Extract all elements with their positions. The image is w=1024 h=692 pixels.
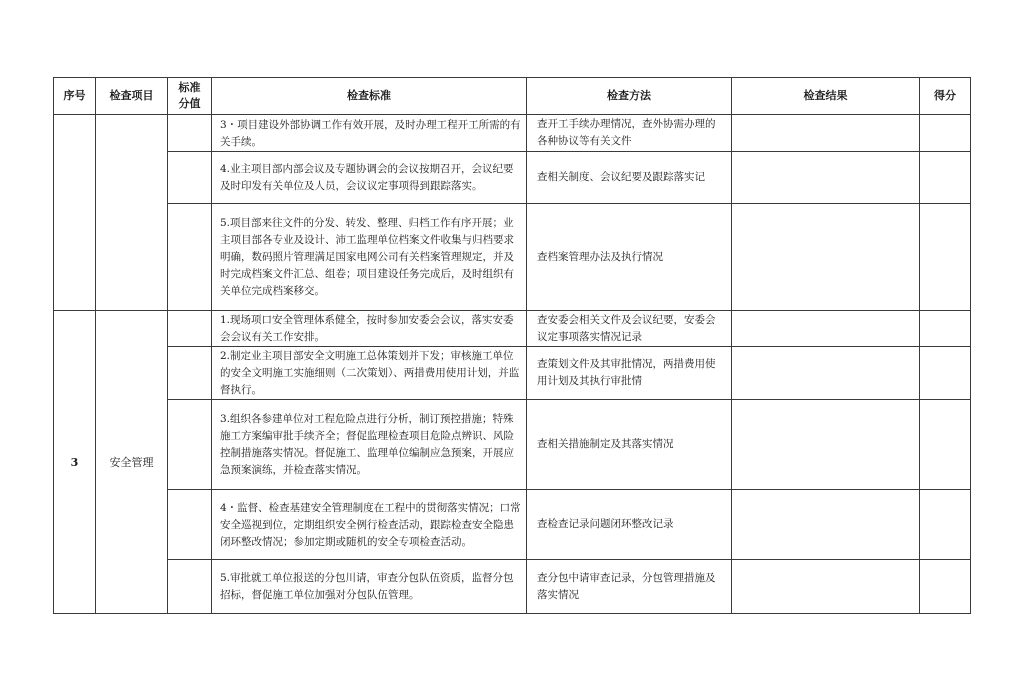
table-row <box>54 152 971 204</box>
score-cell[interactable] <box>920 560 971 614</box>
header-score-std: 标准 分值 <box>168 78 212 115</box>
result-cell[interactable] <box>732 490 920 560</box>
header-row <box>54 78 971 115</box>
score-cell[interactable] <box>920 400 971 490</box>
score-std-cell <box>168 560 212 614</box>
result-cell[interactable] <box>732 115 920 152</box>
method-cell: 查相关制度、会议纪要及跟踪落实记 <box>527 152 732 204</box>
header-result: 检查结果 <box>732 78 920 115</box>
method-cell: 查安委会相关文件及会议纪要，安委会议定事项落实情况记录 <box>527 311 732 347</box>
standard-text: 1.现场项口安全管理体系健全，按时参加安委会会议，落实安委会会议有关工作安排。 <box>220 314 514 343</box>
standard-text: 5.审批就工单位报送的分包川请，审查分包队伍资质，监督分包招标，督促施工单位加强对分包队伍管理。 <box>220 572 514 601</box>
method-cell: 查档案管理办法及执行情况 <box>527 204 732 311</box>
score-std-cell <box>168 152 212 204</box>
standard-text: 2.制定业主项目部安全文明施工总体策划并下发；审核施工单位的安全文明施工实施细则（二次策划）、两措费用使用计划，并监督执行。 <box>220 350 520 396</box>
method-cell: 查相关措施制定及其落实情况 <box>527 400 732 490</box>
method-cell: 查分包中请审查记录，分包管理措施及落实情况 <box>527 560 732 614</box>
score-cell[interactable] <box>920 311 971 347</box>
standard-cell <box>212 115 527 152</box>
standard-cell <box>212 347 527 400</box>
result-cell[interactable] <box>732 152 920 204</box>
standard-cell <box>212 311 527 347</box>
score-cell[interactable] <box>920 490 971 560</box>
item-cell: 安全管理 <box>96 311 168 614</box>
score-std-cell <box>168 311 212 347</box>
standard-cell <box>212 204 527 311</box>
inspection-table <box>53 77 971 614</box>
result-cell[interactable] <box>732 560 920 614</box>
score-std-cell <box>168 490 212 560</box>
standard-text: 4・监督、检查基建安全管理制度在工程中的贯彻落实情况；口常安全巡视到位，定期组织安全例行检查活动，跟踪检查安全隐患闭环整改情况；参加定期或随机的安全专项检查活动。 <box>220 501 521 548</box>
score-cell[interactable] <box>920 204 971 311</box>
method-cell: 查检查记录问题闭环整改记录 <box>527 490 732 560</box>
table-row <box>54 347 971 400</box>
standard-cell <box>212 490 527 560</box>
score-cell[interactable] <box>920 347 971 400</box>
standard-text: 3.组织各参建单位对工程危险点进行分析，制订预控措施；特殊施工方案编审批手续齐全；督促监理检查项目危险点辨识、风险控制措施落实情况。督促施工、监理单位编制应急预案，开展应急预案演练，并检查落实情况。 <box>220 413 514 476</box>
table-row <box>54 311 971 347</box>
standard-cell <box>212 560 527 614</box>
header-item: 检查项目 <box>96 78 168 115</box>
score-cell[interactable] <box>920 152 971 204</box>
table-row <box>54 560 971 614</box>
header-score: 得分 <box>920 78 971 115</box>
standard-text: 3・项目建设外部协调工作有效开展，及时办理工程开工所需的有关手续。 <box>220 118 521 148</box>
score-std-cell <box>168 115 212 152</box>
result-cell[interactable] <box>732 347 920 400</box>
no-cell: 3 <box>54 311 96 614</box>
standard-cell <box>212 152 527 204</box>
score-std-cell <box>168 204 212 311</box>
table-row <box>54 204 971 311</box>
header-no: 序号 <box>54 78 96 115</box>
standard-cell <box>212 400 527 490</box>
score-cell[interactable] <box>920 115 971 152</box>
header-method: 检查方法 <box>527 78 732 115</box>
standard-text: 5.项目部来往文件的分发、转发、整理、归档工作有序开展；业主项目部各专业及设计、沛工监理单位档案文件收集与归档要求明确，数码照片管理满足国家电网公司有关档案管理规定，并及时完成档案文件汇总、组卷；项目建设任务完成后，及时组织有关单位完成档案移交。 <box>220 217 514 297</box>
table-row <box>54 115 971 152</box>
result-cell[interactable] <box>732 204 920 311</box>
header-standard: 检查标准 <box>212 78 527 115</box>
result-cell[interactable] <box>732 400 920 490</box>
table-row <box>54 400 971 490</box>
table-row <box>54 490 971 560</box>
item-cell-prev <box>96 115 168 311</box>
standard-text: 4.业主项目部内部会议及专题协调会的会议按期召开，会议纪要及时印发有关单位及人员，会议议定事项得到跟踪落实。 <box>220 163 514 192</box>
method-cell: 查策划文件及其审批情况，两措费用使用计划及其执行审批情 <box>527 347 732 400</box>
result-cell[interactable] <box>732 311 920 347</box>
score-std-cell <box>168 347 212 400</box>
no-cell-prev <box>54 115 96 311</box>
method-cell: 查开工手续办理情况，查外协需办理的各种协议等有关文件 <box>527 115 732 152</box>
score-std-cell <box>168 400 212 490</box>
